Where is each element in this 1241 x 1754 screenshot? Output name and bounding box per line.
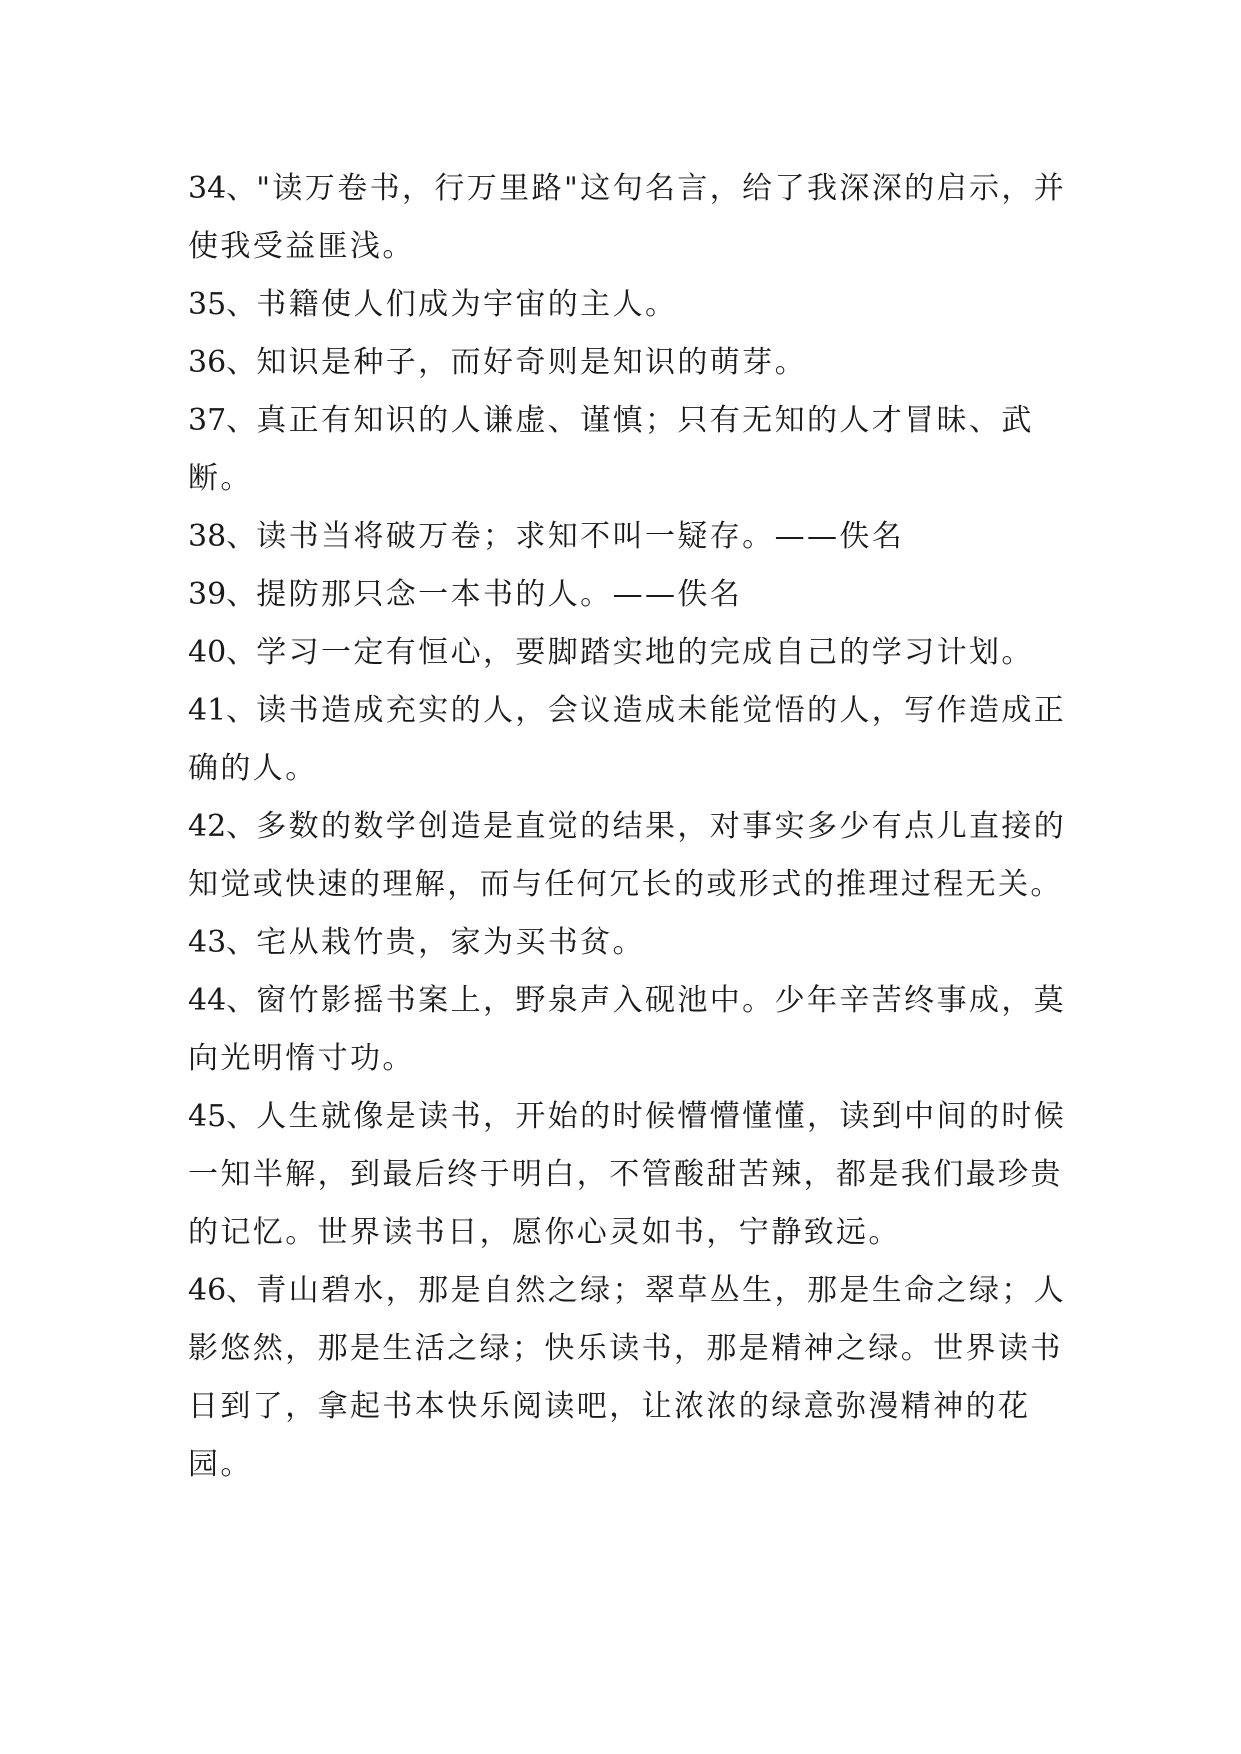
- item-text: 人生就像是读书，开始的时候懵懵懂懂，读到中间的时候一知半解，到最后终于明白，不管酸甜苦辣，都是我们最珍贵的记忆。世界读书日，愿你心灵如书，宁静致远。: [188, 1099, 1067, 1250]
- item-text: 读书当将破万卷；求知不叫一疑存。——佚名: [256, 519, 905, 554]
- list-item: [188, 682, 1068, 798]
- item-text: 知识是种子，而好奇则是知识的萌芽。: [256, 345, 807, 380]
- list-item: [188, 972, 1068, 1088]
- list-item: [188, 914, 1068, 972]
- list-item: [188, 276, 1068, 334]
- item-text: 宅从栽竹贵，家为买书贫。: [256, 925, 645, 960]
- item-number: 42、: [188, 809, 257, 844]
- item-number: 35、: [188, 287, 257, 322]
- list-item: [188, 1262, 1068, 1494]
- document-body: [188, 160, 1068, 1494]
- item-number: 43、: [188, 925, 257, 960]
- item-number: 39、: [188, 577, 257, 612]
- list-item: [188, 566, 1068, 624]
- item-text: 窗竹影摇书案上，野泉声入砚池中。少年辛苦终事成，莫向光明惰寸功。: [188, 983, 1067, 1076]
- item-text: 提防那只念一本书的人。——佚名: [256, 577, 743, 612]
- item-text: "读万卷书，行万里路"这句名言，给了我深深的启示，并使我受益匪浅。: [188, 171, 1067, 264]
- item-number: 36、: [188, 345, 257, 380]
- list-item: [188, 624, 1068, 682]
- item-text: 青山碧水，那是自然之绿；翠草丛生，那是生命之绿；人影悠然，那是生活之绿；快乐读书，那是精神之绿。世界读书日到了，拿起书本快乐阅读吧，让浓浓的绿意弥漫精神的花园。: [188, 1273, 1067, 1482]
- item-number: 40、: [188, 635, 257, 670]
- item-text: 真正有知识的人谦虚、谨慎；只有无知的人才冒昧、武断。: [188, 403, 1034, 496]
- item-number: 34、: [188, 171, 257, 206]
- list-item: [188, 798, 1068, 914]
- list-item: [188, 508, 1068, 566]
- item-number: 38、: [188, 519, 257, 554]
- item-number: 45、: [188, 1099, 257, 1134]
- item-number: 41、: [188, 693, 257, 728]
- item-text: 学习一定有恒心，要脚踏实地的完成自己的学习计划。: [256, 635, 1034, 670]
- list-item: [188, 160, 1068, 276]
- item-text: 书籍使人们成为宇宙的主人。: [256, 287, 678, 322]
- item-text: 读书造成充实的人，会议造成未能觉悟的人，写作造成正确的人。: [188, 693, 1067, 786]
- item-number: 46、: [188, 1273, 257, 1308]
- item-number: 44、: [188, 983, 257, 1018]
- item-number: 37、: [188, 403, 257, 438]
- list-item: [188, 1088, 1068, 1262]
- list-item: [188, 334, 1068, 392]
- item-text: 多数的数学创造是直觉的结果，对事实多少有点儿直接的知觉或快速的理解，而与任何冗长的或形式的推理过程无关。: [188, 809, 1067, 902]
- list-item: [188, 392, 1068, 508]
